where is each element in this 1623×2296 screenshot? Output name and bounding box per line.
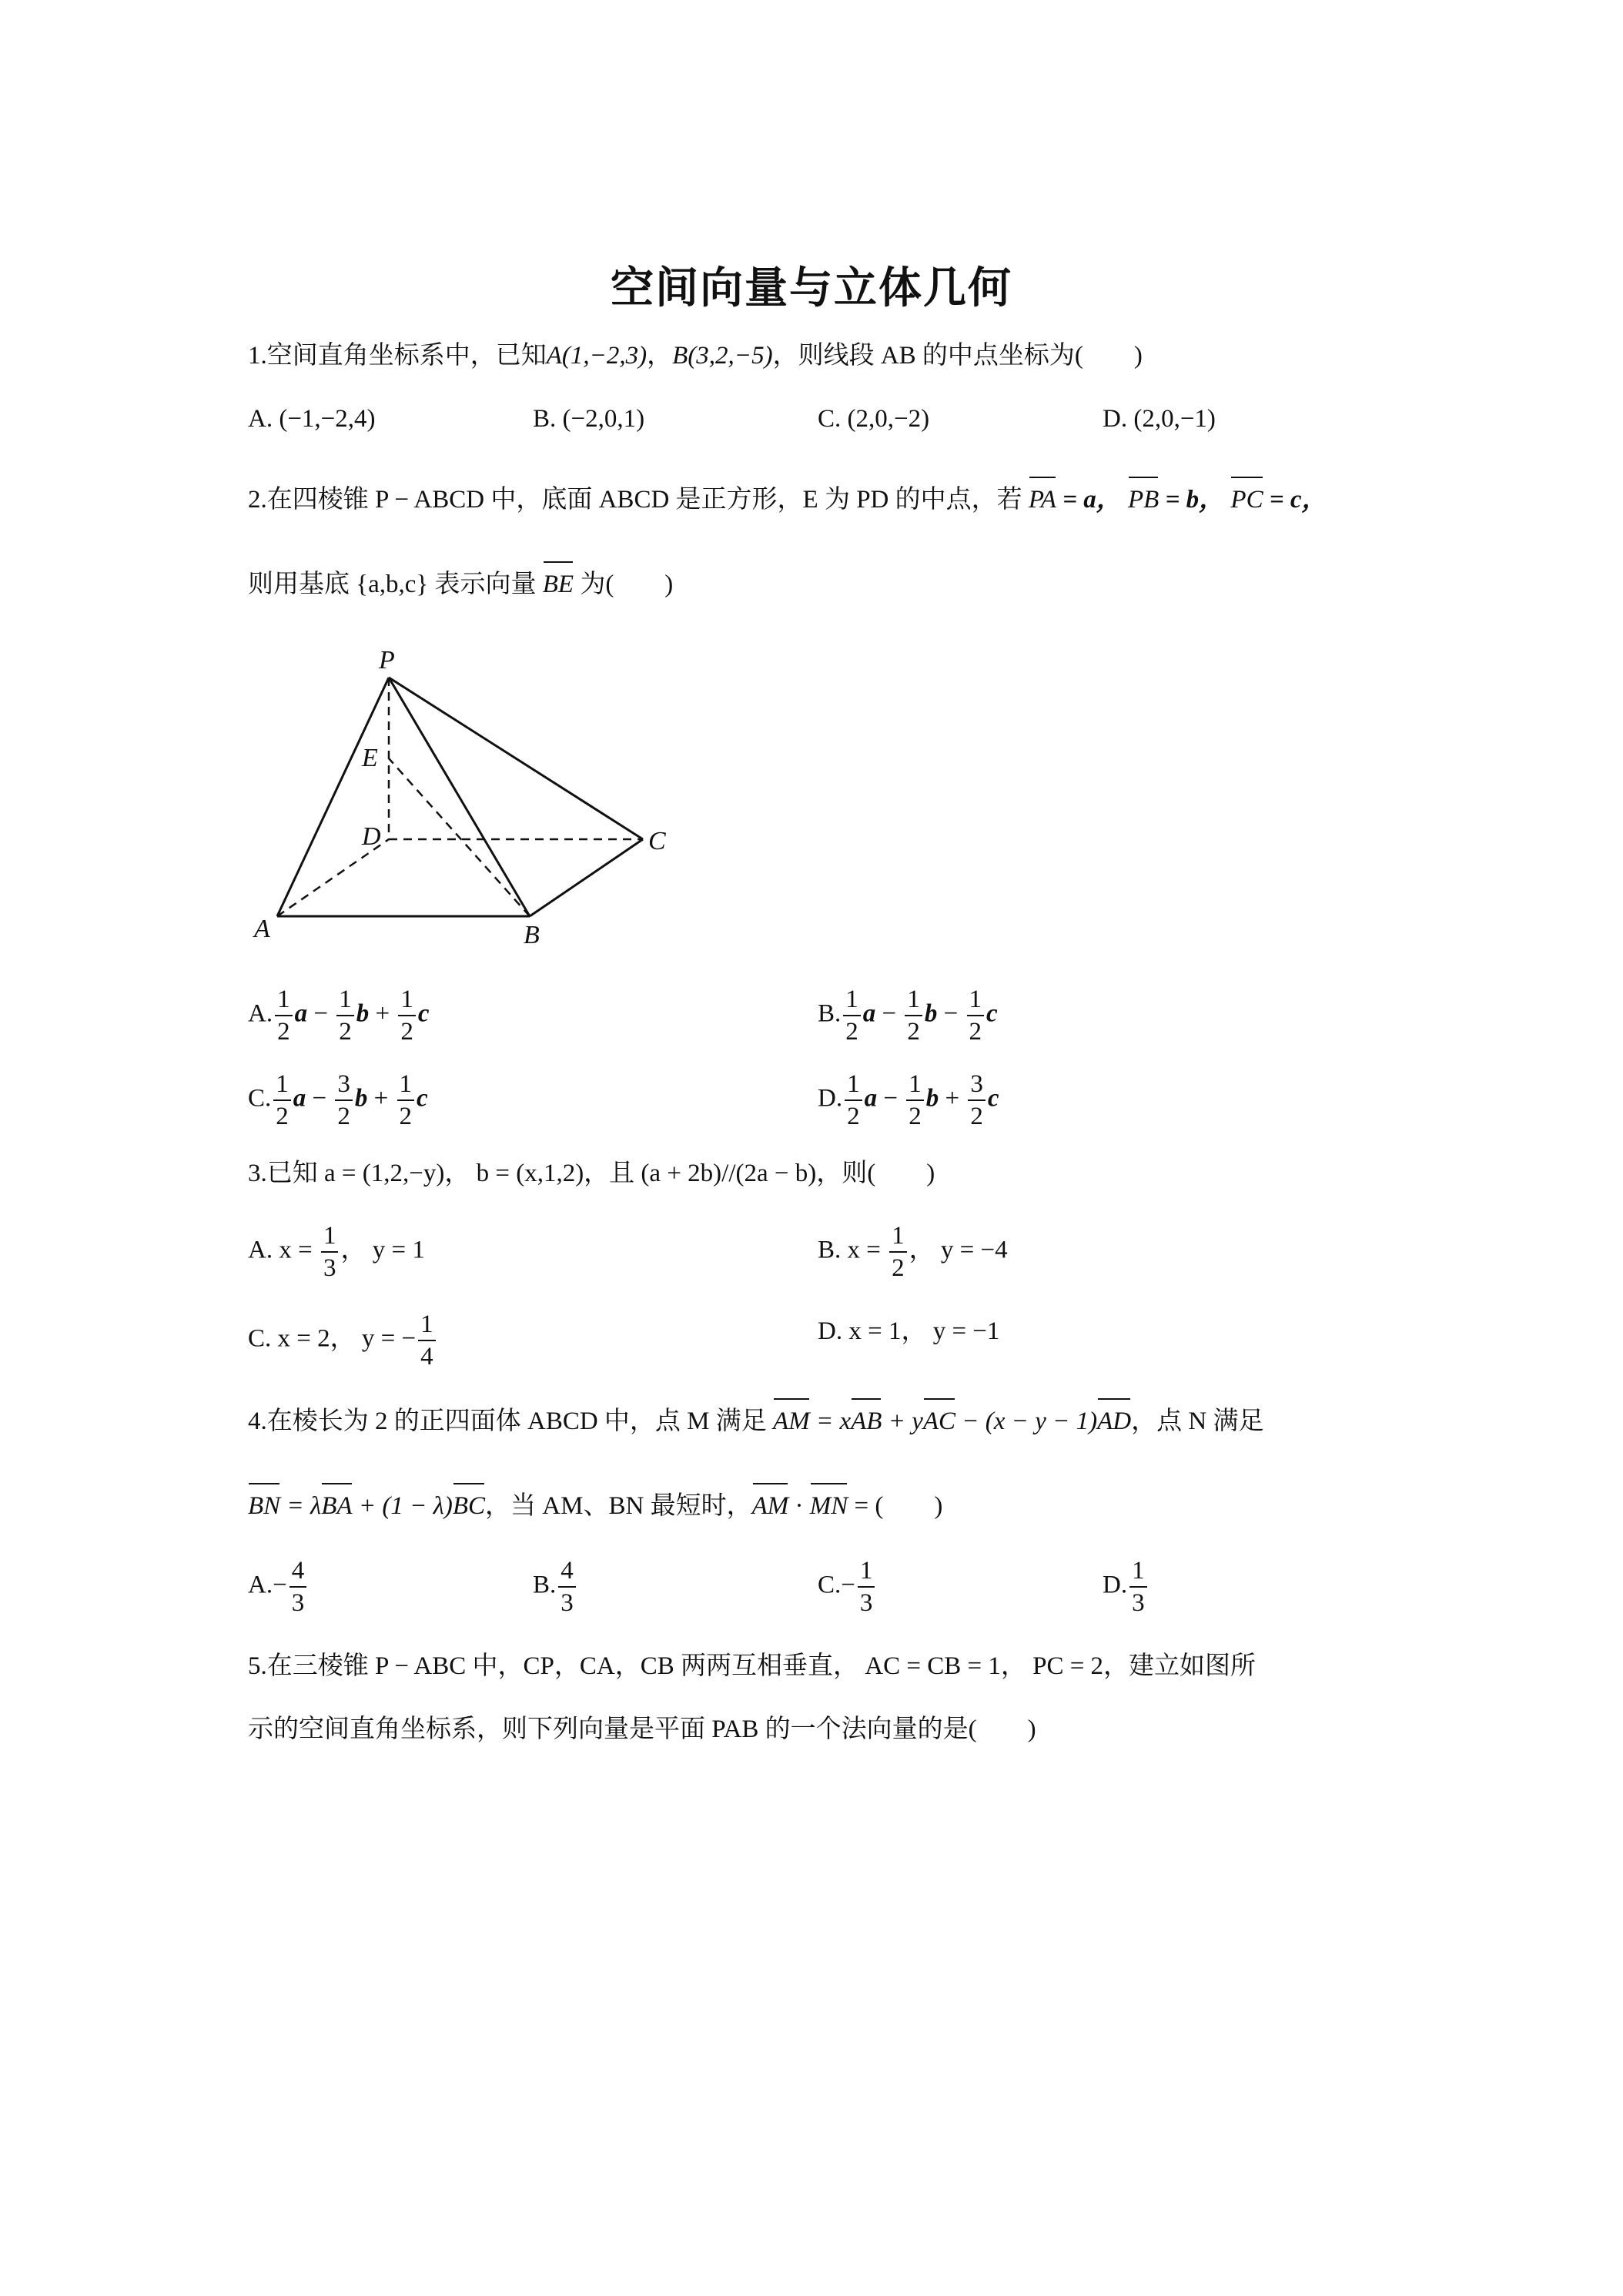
edge-PC	[389, 678, 643, 839]
edge-BC	[530, 839, 643, 916]
q4-option-c: C.− $\frac{1}{3}$	[818, 1555, 877, 1618]
q3-option-d: D. x = 1， y = −1	[818, 1317, 1000, 1345]
q5-stem-line1: 5.在三棱锥 P − ABC 中，CP，CA，CB 两两互相垂直， AC = CB = 1， PC = 2，建立如图所	[248, 1652, 1257, 1680]
q2-option-d: D. $\frac{1}{2}$ a − $\frac{1}{2}$ b + $\frac{3}{2}$ c	[818, 1070, 999, 1130]
q3-stem: 3.已知 a = (1,2,−y)， b = (x,1,2)，且 (a + 2b)//(2a − b)，则( )	[248, 1160, 935, 1187]
q1-option-d: D. (2,0,−1)	[1103, 405, 1216, 433]
label-E: E	[362, 744, 378, 772]
q3-option-c: C. x = 2， y = − $\frac{1}{4}$	[248, 1309, 438, 1372]
q2-stem-line1: 2.在四棱锥 P − ABCD 中，底面 ABCD 是正方形，E 为 PD 的中点，若 PA = a， PB = b， PC = c，	[248, 481, 1327, 518]
segment-BE	[389, 758, 530, 916]
q3-option-b: B. x = $\frac{1}{2}$ ， y = −4	[818, 1222, 1008, 1282]
q2-option-b: B. $\frac{1}{2}$ a − $\frac{1}{2}$ b − $\frac{1}{2}$ c	[818, 986, 998, 1046]
pyramid-figure	[246, 643, 678, 951]
edge-PB	[389, 678, 530, 916]
q4-option-a: A.− $\frac{4}{3}$	[248, 1555, 309, 1618]
q1-option-b: B. (−2,0,1)	[533, 405, 645, 433]
q1-option-c: C. (2,0,−2)	[818, 405, 930, 433]
label-B: B	[524, 921, 540, 949]
label-P: P	[379, 646, 395, 674]
label-A: A	[254, 915, 270, 943]
q4-option-b: B. $\frac{4}{3}$	[533, 1555, 578, 1618]
q2-stem-line2: 则用基底 {a,b,c} 表示向量 BE 为( )	[248, 566, 673, 603]
q3-option-a: A. x = $\frac{1}{3}$ ， y = 1	[248, 1222, 425, 1282]
page-title: 空间向量与立体几何	[611, 263, 1012, 313]
q2-option-c: C. $\frac{1}{2}$ a − $\frac{3}{2}$ b + $\frac{1}{2}$ c	[248, 1070, 428, 1130]
q4-option-d: D. $\frac{1}{3}$	[1103, 1555, 1149, 1618]
q5-stem-line2: 示的空间直角坐标系，则下列向量是平面 PAB 的一个法向量的是( )	[248, 1715, 1036, 1743]
q4-stem-line1: 4.在棱长为 2 的正四面体 ABCD 中，点 M 满足 AM = xAB + yAC − (x − y − 1)AD，点 N 满足	[248, 1403, 1263, 1440]
q1-stem: 1.空间直角坐标系中，已知A(1,−2,3)，B(3,2,−5)，则线段 AB 的中点坐标为( )	[248, 342, 1143, 370]
q1-option-a: A. (−1,−2,4)	[248, 405, 376, 433]
label-C: C	[648, 827, 666, 855]
label-D: D	[362, 822, 381, 851]
edge-PA	[277, 678, 389, 916]
q4-stem-line2: BN = λBA + (1 − λ)BC，当 AM、BN 最短时，AM · MN = ( )	[248, 1488, 942, 1525]
q2-option-a: A. $\frac{1}{2}$ a − $\frac{1}{2}$ b + $\frac{1}{2}$ c	[248, 986, 430, 1046]
